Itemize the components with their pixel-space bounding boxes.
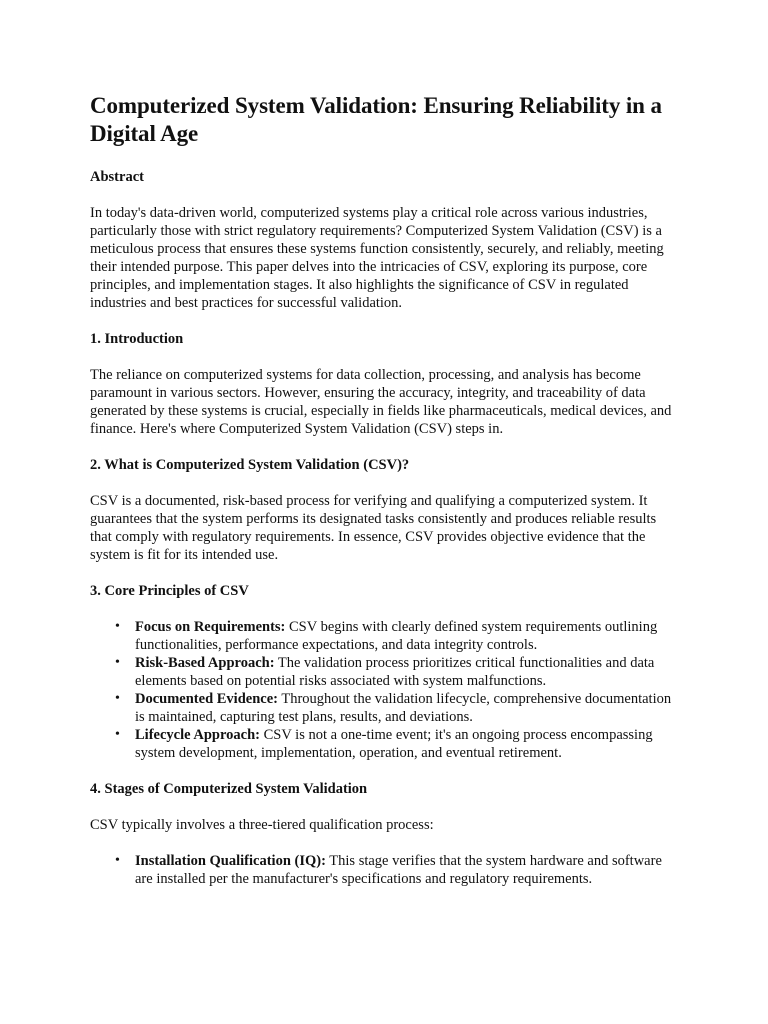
bullet-term: Focus on Requirements: [135, 619, 286, 635]
abstract-heading: Abstract [90, 169, 144, 185]
bullet-icon: • [115, 691, 120, 706]
list-item [115, 654, 680, 690]
section-heading-stages: 4. Stages of Computerized System Validation [90, 781, 368, 797]
section-heading-introduction: 1. Introduction [90, 331, 184, 347]
bullet-text: Throughout the validation lifecycle, comprehensive documentation is maintained, capturing test plans, results, and deviations. [135, 691, 672, 725]
bullet-term: Documented Evidence: [135, 691, 278, 707]
bullet-icon: • [115, 655, 120, 670]
stages-list [90, 852, 680, 888]
what-is-csv-paragraph: CSV is a documented, risk-based process for verifying and qualifying a computerized system. It guarantees that the system performs its designated tasks consistently and produces reliable results that comply with regulatory requirements. In essence, CSV provides objective evidence that the system is fit for its intended use. [90, 493, 657, 563]
section-heading-what-is-csv: 2. What is Computerized System Validation (CSV)? [90, 457, 410, 473]
list-item [115, 618, 680, 654]
bullet-icon: • [115, 727, 120, 742]
document-page [90, 92, 680, 906]
bullet-text: CSV begins with clearly defined system requirements outlining functionalities, performance expectations, and data integrity controls. [135, 619, 658, 653]
list-item [115, 726, 680, 762]
document-title: Computerized System Validation: Ensuring Reliability in a Digital Age [90, 93, 662, 146]
bullet-term: Risk-Based Approach: [135, 655, 275, 671]
bullet-text: The validation process prioritizes critical functionalities and data elements based on potential risks associated with system malfunctions. [135, 655, 655, 689]
list-item [115, 852, 680, 888]
core-principles-list [90, 618, 680, 762]
list-item [115, 690, 680, 726]
bullet-term: Lifecycle Approach: [135, 727, 260, 743]
bullet-icon: • [115, 853, 120, 868]
bullet-text: CSV is not a one-time event; it's an ongoing process encompassing system development, implementation, operation, and eventual retirement. [135, 727, 653, 761]
stages-paragraph: CSV typically involves a three-tiered qualification process: [90, 817, 434, 833]
bullet-term: Installation Qualification (IQ): [135, 853, 326, 869]
bullet-text: This stage verifies that the system hardware and software are installed per the manufacturer's specifications and regulatory requirements. [135, 853, 662, 887]
introduction-paragraph: The reliance on computerized systems for data collection, processing, and analysis has become paramount in various sectors. However, ensuring the accuracy, integrity, and traceability of data generated by these systems is crucial, especially in fields like pharmaceuticals, medical devices, and finance. Here's where Computerized System Validation (CSV) steps in. [90, 367, 672, 437]
section-heading-core-principles: 3. Core Principles of CSV [90, 583, 249, 599]
abstract-paragraph: In today's data-driven world, computerized systems play a critical role across various industries, particularly those with strict regulatory requirements? Computerized System Validation (CSV) is a meticulous process that ensures these systems function consistently, securely, and reliably, meeting their intended purpose. This paper delves into the intricacies of CSV, exploring its purpose, core principles, and implementation stages. It also highlights the significance of CSV in regulated industries and best practices for successful validation. [90, 205, 664, 311]
bullet-icon: • [115, 619, 120, 634]
